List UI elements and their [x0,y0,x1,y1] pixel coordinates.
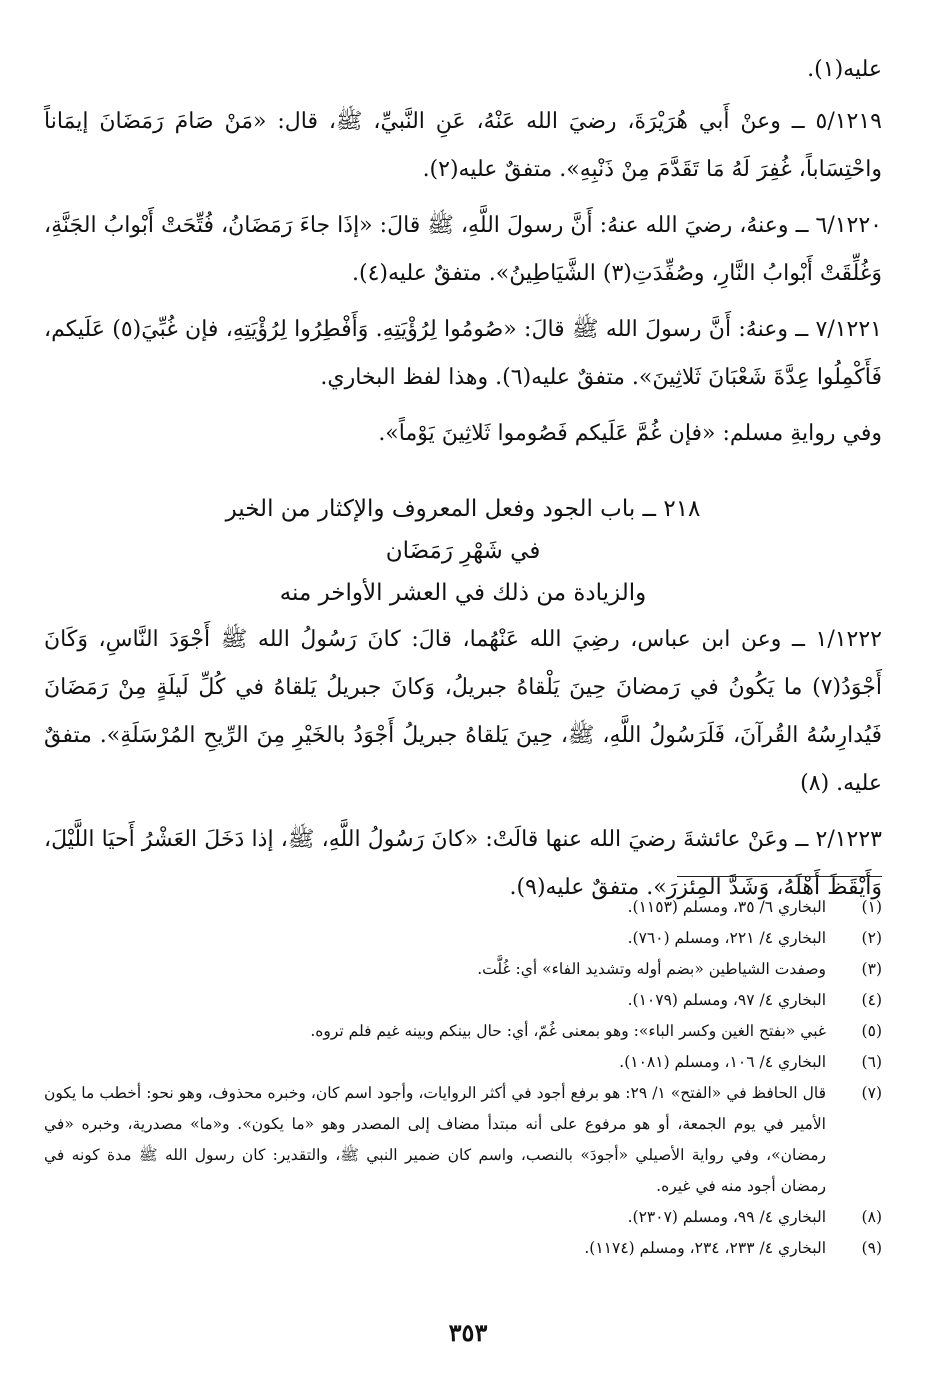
footnote-number: (٣) [861,960,882,978]
footnote-text: البخاري ٤/ ٢٢١، ومسلم (٧٦٠). [627,929,826,947]
footnote-text: البخاري ٤/ ٢٣٣، ٢٣٤، ومسلم (١١٧٤). [584,1239,826,1257]
footnote-text: البخاري ٤/ ٩٧، ومسلم (١٠٧٩). [627,991,826,1009]
footnote-item [44,1078,882,1202]
footnote-text: غبي «بفتح الغين وكسر الباء»: وهو بمعنى غُمّ، أي: حال بينكم وبينه غيم فلم تروه. [310,1022,826,1040]
footnote-text: وصفدت الشياطين «بضم أوله وتشديد الفاء» أي: غُلَّت. [477,960,826,978]
top-line-text: عليه(١). [807,57,882,82]
hadith-1220: ٦/١٢٢٠ ــ وعنهُ، رضيَ الله عنهُ: أَنَّ رسولَ اللَّهِ، ﷺ قالَ: «إذَا جاءَ رَمَضَانُ، فُتِّحَتْ أَبْوابُ الجَنَّةِ، وَغُلِّقَتْ أَبْوابُ النَّارِ، وصُفِّدَتِ(٣) الشَّيَاطِينُ». متفقٌ عليه(٤). [44,213,882,286]
footnote-separator [677,876,882,877]
chapter-title-line2: في شَهْرِ رَمَضَان [385,538,541,564]
page-number: ٣٥٣ [448,1318,488,1347]
hadith-1221: ٧/١٢٢١ ــ وعنهُ: أَنَّ رسولَ الله ﷺ قالَ: «صُومُوا لِرُؤْيَتِهِ. وَأَفْطِرُوا لِرُؤْيَتِهِ، فإن غُبِّيَ(٥) عَلَيكم، فَأَكْمِلُوا عِدَّةَ شَعْبَانَ ثَلاثِينَ». متفقٌ عليه(٦). وهذا لفظ البخاري. [44,317,882,390]
hadith-block-bottom [44,616,882,920]
footnote-text: البخاري ٤/ ٩٩، ومسلم (٢٣٠٧). [627,1208,826,1226]
footnote-item [44,954,882,985]
footnote-item [44,1233,882,1264]
footnote-number: (١) [861,898,882,916]
footnote-item [44,1202,882,1233]
footnote-number: (٧) [861,1084,882,1102]
footnote-text: البخاري ٦/ ٣٥، ومسلم (١١٥٣). [627,898,826,916]
footnotes [44,892,882,1264]
hadith-block-top [44,98,882,466]
footnote-text: قال الحافظ في «الفتح» ١/ ٢٩: هو برفع أجود في أكثر الروايات، وأجود اسم كان، وخبره محذوف، وهو نحو: أخطب ما يكون الأمير في يوم الجمعة، أو هو مرفوع على أنه مبتدأ مضاف إلى المصدر وهو «ما يكون». و«ما» مصدرية، وخبره «في رمضان»، وفي رواية الأصيلي «أجودَ» بالنصب، واسم كان ضمير النبي ﷺ، والتقدير: كان رسول الله ﷺ مدة كونه في رمضان أجود منه في غيره. [44,1084,826,1195]
muslim-narration: وفي روايةِ مسلم: «فإن غُمَّ عَلَيكم فَصُوموا ثَلاثِينَ يَوْماً». [378,421,882,446]
hadith-1219: ٥/١٢١٩ ــ وعنْ أَبي هُرَيْرَةَ، رضيَ الله عَنْهُ، عَنِ النَّبيِّ، ﷺ، قال: «مَنْ صَامَ رَمَضَانَ إيمَاناً واحْتِسَاباً، غُفِرَ لَهُ مَا تَقَدَّمَ مِنْ ذَنْبِهِ». متفقٌ عليه(٢). [44,109,882,182]
footnote-item [44,1016,882,1047]
chapter-title-line3: والزيادة من ذلك في العشر الأواخر منه [279,580,647,606]
footnote-number: (٩) [861,1239,882,1257]
footnote-item [44,1047,882,1078]
footnote-number: (٨) [861,1208,882,1226]
footnote-number: (٤) [861,991,882,1009]
footnote-text: البخاري ٤/ ١٠٦، ومسلم (١٠٨١). [619,1053,826,1071]
chapter-title-line1: ٢١٨ ــ باب الجود وفعل المعروف والإكثار من الخير [225,496,701,522]
chapter-heading [44,488,882,614]
footnote-number: (٢) [861,929,882,947]
footnote-number: (٥) [861,1022,882,1040]
footnote-item [44,985,882,1016]
footnote-number: (٦) [861,1053,882,1071]
footnote-item [44,923,882,954]
continuation-line [44,46,882,94]
hadith-1223: ٢/١٢٢٣ ــ وعَنْ عائشةَ رضيَ الله عنها قالَتْ: «كانَ رَسُولُ اللَّهِ، ﷺ، إذا دَخَلَ العَشْرُ أَحيَا اللَّيْلَ، وَأَيْقَظَ أَهْلَهُ، وَشَدَّ المِئزرَ». متفقٌ عليه(٩). [44,827,882,900]
hadith-1222: ١/١٢٢٢ ــ وعن ابن عباس، رضِيَ الله عَنْهُما، قالَ: كانَ رَسُولُ الله ﷺ أَجْوَدَ النَّاسِ، وَكَانَ أَجْوَدُ(٧) ما يَكُونُ في رَمضانَ حِينَ يَلْقاهُ جبريلُ، وَكانَ جبريلُ يَلقاهُ في كُلِّ لَيلَةٍ مِنْ رَمَضَانَ فَيُدارِسُهُ القُرآنَ، فَلَرَسُولُ اللَّهِ، ﷺ، حِينَ يَلقاهُ جبريلُ أَجْوَدُ بالخَيْرِ مِنَ الرِّيحِ المُرْسَلَةِ». متفقٌ عليه. (٨) [44,627,882,796]
footnote-item [44,892,882,923]
